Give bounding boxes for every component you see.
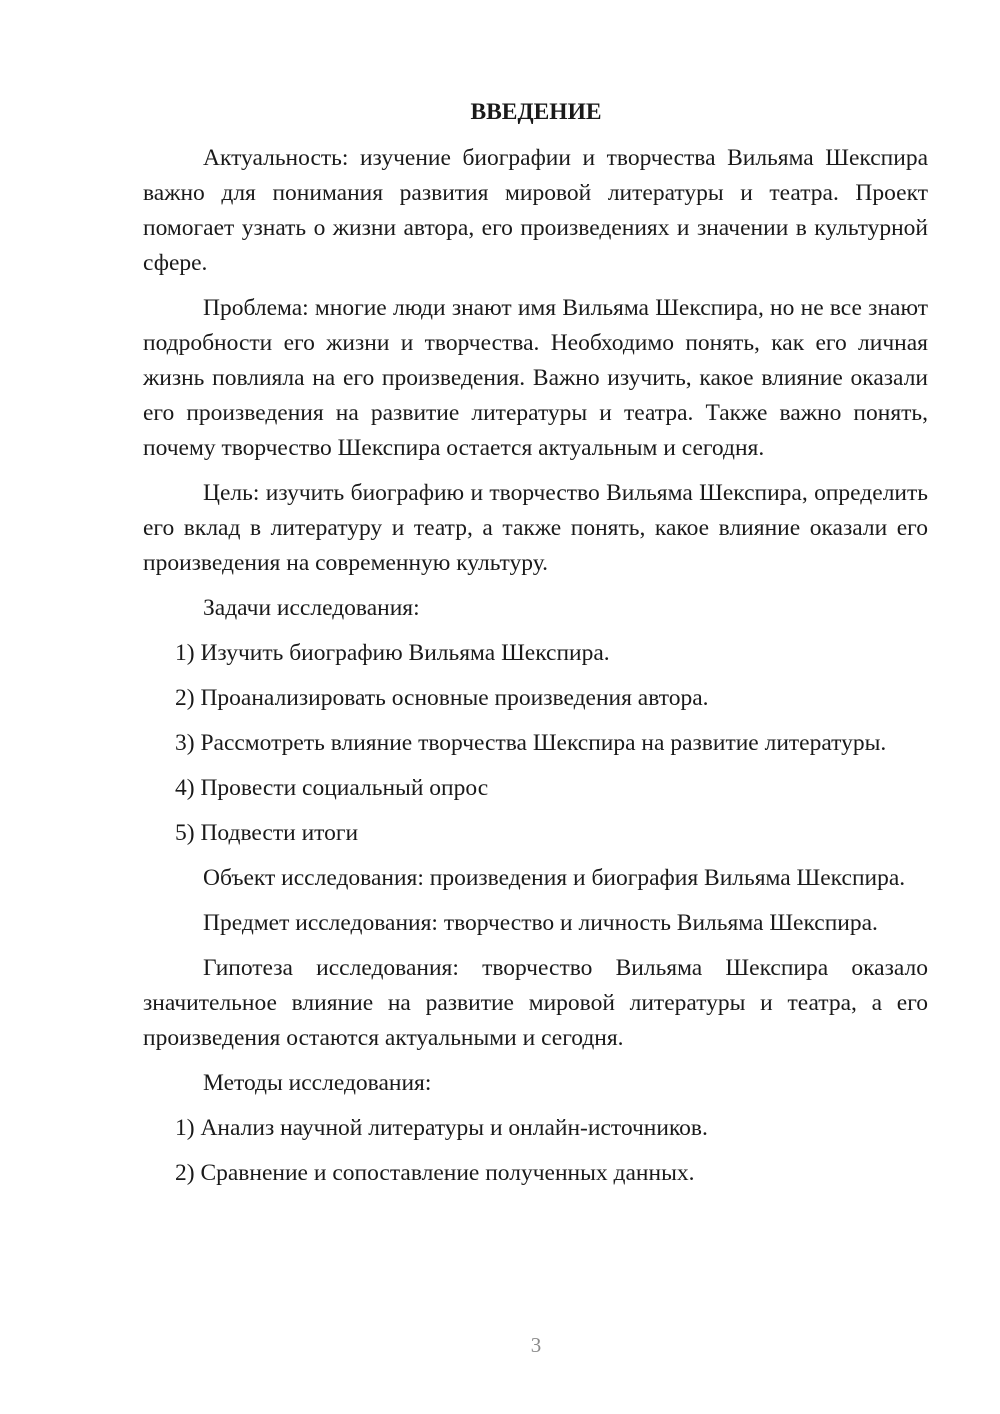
page-number: 3 — [530, 1333, 542, 1357]
method-item-2: 2) Сравнение и сопоставление полученных данных. — [175, 1160, 695, 1186]
subject-paragraph: Предмет исследования: творчество и личность Вильяма Шекспира. — [203, 910, 878, 936]
methods-heading: Методы исследования: — [203, 1070, 432, 1096]
document-body — [143, 95, 928, 1191]
task-item-4: 4) Провести социальный опрос — [175, 775, 489, 801]
hypothesis-paragraph: Гипотеза исследования: творчество Вильяма Шекспира оказало значительное влияние на развитие мировой литературы и театра, а его произведения остаются актуальными и сегодня. — [143, 955, 928, 1051]
goal-paragraph: Цель: изучить биографию и творчество Вильяма Шекспира, определить его вклад в литературу и театр, а также понять, какое влияние оказали его произведения на современную культуру. — [143, 480, 928, 576]
task-item-1: 1) Изучить биографию Вильяма Шекспира. — [175, 640, 610, 666]
object-paragraph: Объект исследования: произведения и биография Вильяма Шекспира. — [203, 865, 906, 891]
tasks-heading: Задачи исследования: — [203, 595, 420, 621]
task-item-3: 3) Рассмотреть влияние творчества Шекспира на развитие литературы. — [175, 730, 887, 756]
task-item-2: 2) Проанализировать основные произведения автора. — [175, 685, 709, 711]
task-item-5: 5) Подвести итоги — [175, 820, 359, 846]
problem-paragraph: Проблема: многие люди знают имя Вильяма Шекспира, но не все знают подробности его жизни и творчества. Необходимо понять, как его личная жизнь повлияла на его произведения. Важно изучить, какое влияние оказали его произведения на развитие литературы и театра. Также важно понять, почему творчество Шекспира остается актуальным и сегодня. — [143, 295, 928, 461]
relevance-paragraph: Актуальность: изучение биографии и творчества Вильяма Шекспира важно для понимания развития мировой литературы и театра. Проект помогает узнать о жизни автора, его произведениях и значении в культурной сфере. — [143, 145, 928, 276]
section-title: ВВЕДЕНИЕ — [470, 99, 602, 125]
method-item-1: 1) Анализ научной литературы и онлайн-источников. — [175, 1115, 708, 1141]
